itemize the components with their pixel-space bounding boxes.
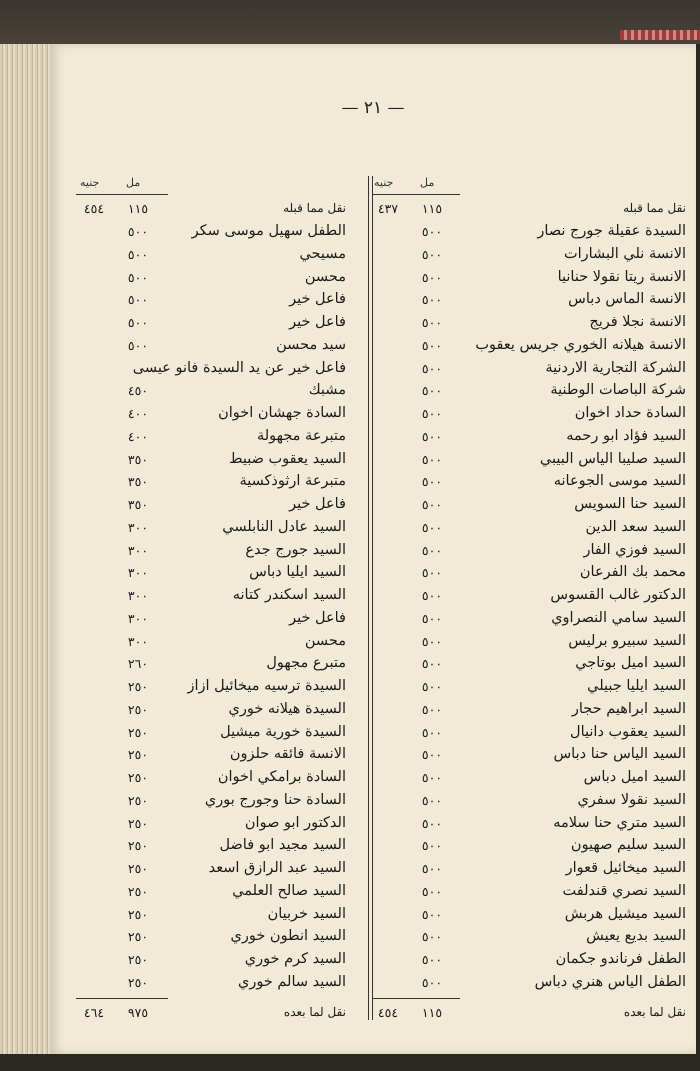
donation-mil: ٥٠٠ (421, 792, 443, 808)
list-item (72, 539, 352, 562)
carried-in-row (72, 197, 352, 220)
donation-mil: ٢٥٠ (127, 770, 149, 785)
donor-name: السيد متري حنا سلامه (553, 814, 686, 831)
list-item (72, 812, 352, 835)
donation-mil: ٥٠٠ (421, 292, 443, 308)
donor-name: السيد انطون خوري (230, 928, 346, 945)
donor-name: السيدة عقيلة جورج نصار (537, 223, 686, 239)
donor-name: السيد سامي النصراوي (551, 609, 686, 626)
header-mil: مل (420, 176, 435, 189)
donation-mil: ٥٠٠ (421, 315, 443, 330)
donor-name: محسن (304, 632, 346, 649)
list-item (366, 857, 696, 880)
donor-name: سيد محسن (276, 336, 346, 353)
donor-name: السيد يعقوب دانيال (570, 723, 686, 740)
donation-mil: ٥٠٠ (421, 360, 443, 376)
donation-mil: ٢٥٠ (127, 883, 149, 899)
donor-name: السيد اسكندر كتانه (232, 587, 346, 603)
list-item (366, 812, 696, 835)
donor-name: الدكتور ابو صوان (244, 814, 346, 831)
donation-mil: ٥٠٠ (421, 815, 443, 831)
list-item (72, 448, 352, 471)
donor-name: السيد يعقوب ضبيط (229, 450, 346, 467)
list-item (72, 357, 352, 380)
list-item (366, 243, 696, 266)
list-item (366, 357, 696, 380)
list-item (366, 789, 696, 812)
list-item (72, 334, 352, 357)
donor-name: محسن (304, 268, 346, 285)
donation-mil: ٢٥٠ (127, 974, 149, 990)
list-item (366, 948, 696, 971)
list-item (366, 834, 696, 857)
list-item (366, 402, 696, 425)
list-item (366, 630, 696, 653)
donor-name: السيد صليبا الياس البيبي (539, 450, 686, 467)
donation-mil: ٣٥٠ (127, 451, 149, 467)
donor-name: شركة الباصات الوطنية (550, 382, 686, 399)
donation-mil: ٥٠٠ (421, 952, 443, 967)
donation-mil: ٣٠٠ (127, 610, 149, 626)
donor-name: الانسة ريتا نقولا حنانيا (557, 268, 686, 285)
list-item (366, 311, 696, 334)
list-item (72, 220, 352, 243)
donation-mil: ٥٠٠ (421, 838, 443, 854)
donor-name: السيد نقولا سفري (577, 791, 686, 808)
donation-mil: ٥٠٠ (127, 315, 149, 330)
donation-mil: ٥٠٠ (421, 428, 443, 444)
list-item (366, 379, 696, 402)
donation-mil: ٢٥٠ (127, 861, 149, 876)
donation-mil: ٢٥٠ (127, 701, 149, 717)
donation-mil: ٢٥٠ (127, 906, 149, 922)
donor-name: السيد سالم خوري (237, 973, 346, 990)
carried-out-mil: ١١٥ (421, 1005, 443, 1020)
donor-name: السيد بديع يعيش (586, 928, 686, 945)
donor-name: الطفل سهيل موسى سكر (191, 223, 346, 239)
list-item (72, 266, 352, 289)
carried-out-label: نقل لما بعده (623, 1005, 686, 1019)
donor-name: السيد سبيرو برليس (568, 632, 686, 649)
list-item (366, 675, 696, 698)
list-item (366, 334, 696, 357)
carried-in-junayh: ٤٣٧ (377, 201, 399, 216)
list-item (366, 288, 696, 311)
donor-name: السيد موسى الجوعانه (553, 473, 686, 490)
donation-mil: ٢٥٠ (127, 724, 149, 740)
list-item (366, 448, 696, 471)
donation-mil: ٥٠٠ (421, 451, 443, 467)
carried-out-row (72, 1001, 352, 1024)
donor-name: السيد مجيد ابو فاضل (219, 837, 346, 854)
donation-mil: ٥٠٠ (127, 269, 149, 285)
list-item (72, 721, 352, 744)
list-item (366, 743, 696, 766)
donor-name: الانسة فائقه حلزون (229, 746, 346, 763)
donation-mil: ٥٠٠ (421, 974, 443, 990)
list-item (72, 607, 352, 630)
donation-mil: ٥٠٠ (421, 883, 443, 899)
list-item (366, 561, 696, 584)
donor-name: السيدة خورية ميشيل (220, 723, 346, 740)
donor-name: السيد نصري قندلفت (562, 882, 686, 899)
list-item (366, 493, 696, 516)
donor-name: السادة برامكي اخوان (217, 769, 346, 785)
donor-name: السيد ايليا جبيلي (587, 678, 686, 694)
donor-name: السيد خربيان (267, 905, 346, 922)
list-item (72, 675, 352, 698)
donor-name: فاعل خير (289, 496, 346, 512)
donation-mil: ٢٥٠ (127, 952, 149, 967)
top-strip (0, 0, 700, 44)
donor-name: مشبك (308, 382, 346, 399)
donor-name: السيد حنا السويس (574, 496, 686, 512)
donor-name: السيد ايليا دباس (249, 564, 346, 581)
list-item (72, 789, 352, 812)
list-item (72, 288, 352, 311)
donation-mil: ٢٥٠ (127, 929, 149, 945)
list-item (366, 539, 696, 562)
donation-mil: ٥٠٠ (421, 269, 443, 285)
donor-name: الدكتور غالب القسوس (550, 587, 686, 603)
ribbon-mark (620, 30, 700, 40)
donation-mil: ٢٥٠ (127, 747, 149, 763)
carried-in-label: نقل مما قبله (623, 201, 686, 215)
list-item (366, 766, 696, 789)
donation-mil: ٥٠٠ (127, 292, 149, 308)
list-item (72, 743, 352, 766)
donation-mil: ٥٠٠ (421, 565, 443, 581)
list-item (72, 698, 352, 721)
donation-mil: ٥٠٠ (421, 383, 443, 399)
list-item (72, 379, 352, 402)
donation-mil: ٥٠٠ (421, 861, 443, 876)
carried-out-mil: ٩٧٥ (127, 1005, 149, 1020)
list-item (72, 311, 352, 334)
donation-mil: ٥٠٠ (421, 519, 443, 535)
donor-name: السيد الياس حنا دباس (553, 746, 686, 763)
carried-out-junayh: ٤٦٤ (83, 1005, 105, 1020)
list-item (72, 925, 352, 948)
donation-mil: ٤٠٠ (127, 428, 149, 444)
right-column (366, 44, 696, 1054)
list-item (72, 243, 352, 266)
list-item (72, 857, 352, 880)
list-item (72, 584, 352, 607)
donation-mil: ٥٠٠ (127, 337, 149, 353)
list-item (72, 971, 352, 994)
donor-name: السادة حداد اخوان (574, 405, 686, 421)
donor-name: السيد عبد الرازق اسعد (208, 860, 346, 876)
donation-mil: ٥٠٠ (421, 770, 443, 785)
donation-mil: ٥٠٠ (421, 679, 443, 694)
header-rule (372, 194, 460, 195)
carried-out-label: نقل لما بعده (283, 1005, 346, 1019)
donor-name: متبرعة مجهولة (256, 427, 346, 444)
donation-mil: ٣٥٠ (127, 474, 149, 490)
donation-mil: ٤٠٠ (127, 406, 149, 421)
donor-name: مسيحي (299, 245, 346, 262)
donor-name: فاعل خير (289, 609, 346, 626)
donation-mil: ٣٠٠ (127, 519, 149, 535)
donor-name: الانسة هيلانه الخوري جريس يعقوب (475, 336, 686, 353)
donor-name: محمد بك الفرعان (579, 564, 686, 581)
donor-name: فاعل خير (289, 314, 346, 330)
donation-mil: ٢٥٠ (127, 792, 149, 808)
donor-name: السيد سليم صهيون (570, 837, 686, 854)
list-item (366, 266, 696, 289)
list-item (366, 903, 696, 926)
donation-mil: ٢٥٠ (127, 838, 149, 854)
donation-mil: ٥٠٠ (421, 542, 443, 558)
list-item (366, 925, 696, 948)
donation-mil: ٥٠٠ (127, 246, 149, 262)
donor-name: الطفل فرناندو جكمان (555, 951, 686, 967)
donor-name: السيد اميل بوتاجي (575, 655, 686, 672)
donation-mil: ٣٠٠ (127, 542, 149, 558)
donation-mil: ٥٠٠ (421, 906, 443, 922)
list-item (72, 766, 352, 789)
donor-name: السيد فوزي الفار (583, 541, 686, 558)
list-item (72, 948, 352, 971)
carried-out-junayh: ٤٥٤ (377, 1005, 399, 1020)
donor-name: السيد عادل النابلسي (222, 518, 346, 535)
total-rule (76, 998, 168, 999)
donation-mil: ٢٦٠ (127, 656, 149, 672)
donation-mil: ٣٠٠ (127, 565, 149, 581)
donor-name: الانسة نلي البشارات (563, 245, 686, 262)
list-item (366, 607, 696, 630)
donor-name: السيد سعد الدين (585, 518, 686, 535)
donation-mil: ٣٠٠ (127, 633, 149, 649)
list-item (366, 971, 696, 994)
list-item (366, 425, 696, 448)
header-mil: مل (126, 176, 141, 189)
left-column (72, 44, 352, 1054)
donation-mil: ٥٠٠ (421, 406, 443, 421)
donation-mil: ٥٠٠ (421, 633, 443, 649)
list-item (72, 470, 352, 493)
donor-name: السيد ابراهيم حجار (571, 700, 686, 717)
book-page (50, 44, 696, 1054)
donation-mil: ٤٥٠ (127, 383, 149, 399)
donor-name: السيد صالح العلمي (232, 882, 346, 899)
donation-mil: ٥٠٠ (421, 701, 443, 717)
total-rule (372, 998, 460, 999)
carried-in-label: نقل مما قبله (283, 201, 346, 215)
list-item (72, 630, 352, 653)
donor-name: فاعل خير (289, 291, 346, 308)
donor-name: السيد جورج جدع (245, 541, 346, 558)
list-item (72, 652, 352, 675)
list-item (72, 516, 352, 539)
donation-mil: ٥٠٠ (421, 246, 443, 262)
list-item (366, 880, 696, 903)
list-item (366, 220, 696, 243)
header-junayh: جنيه (80, 176, 100, 189)
list-item (72, 561, 352, 584)
list-item (72, 402, 352, 425)
carried-in-mil: ١١٥ (127, 201, 149, 216)
donor-name: السادة جهشان اخوان (218, 405, 346, 421)
donor-name: السيد فؤاد ابو رحمه (566, 427, 686, 444)
donation-mil: ٥٠٠ (421, 929, 443, 945)
list-item (366, 721, 696, 744)
donor-name: الانسة نجلا فريج (589, 314, 686, 330)
donation-mil: ٣٥٠ (127, 497, 149, 512)
donor-name: متبرعة ارثوذكسية (239, 473, 346, 490)
donor-name: السيد ميشيل هربش (564, 905, 686, 922)
donation-mil: ٥٠٠ (421, 588, 443, 603)
list-item (72, 903, 352, 926)
list-item (366, 470, 696, 493)
donation-mil: ٥٠٠ (421, 610, 443, 626)
header-rule (76, 194, 168, 195)
donor-name: الطفل الياس هنري دباس (534, 973, 686, 990)
donation-mil: ٥٠٠ (421, 337, 443, 353)
donor-name: السيدة ترسيه ميخائيل ازاز (187, 678, 346, 694)
donation-mil: ٥٠٠ (421, 747, 443, 763)
list-item (366, 584, 696, 607)
donor-name: السيد كرم خوري (244, 951, 346, 967)
donor-name: متبرع مجهول (266, 655, 346, 672)
donor-name: الشركة التجارية الاردنية (545, 359, 686, 376)
list-item (366, 698, 696, 721)
list-item (72, 493, 352, 516)
donation-mil: ٥٠٠ (421, 224, 443, 239)
header-junayh: جنيه (374, 176, 394, 189)
carried-out-row (366, 1001, 696, 1024)
donation-mil: ٢٥٠ (127, 815, 149, 831)
donor-name: الانسة الماس دباس (568, 291, 686, 308)
list-item (366, 652, 696, 675)
carried-in-junayh: ٤٥٤ (83, 201, 105, 216)
page-number: — ٢١ — (341, 98, 405, 118)
list-item (366, 516, 696, 539)
donation-mil: ٥٠٠ (421, 474, 443, 490)
donor-name: السيدة هيلانه خوري (228, 700, 346, 717)
donation-mil: ٥٠٠ (421, 724, 443, 740)
donor-name: السادة حنا وجورج بوري (204, 791, 346, 808)
donation-mil: ٥٠٠ (421, 497, 443, 512)
donor-name: فاعل خير عن يد السيدة فانو عيسى (132, 359, 346, 376)
donation-mil: ٥٠٠ (421, 656, 443, 672)
donation-mil: ٢٥٠ (127, 679, 149, 694)
list-item (72, 425, 352, 448)
carried-in-mil: ١١٥ (421, 201, 443, 216)
carried-in-row (366, 197, 696, 220)
donor-name: السيد ميخائيل قعوار (565, 860, 686, 876)
donation-mil: ٥٠٠ (127, 224, 149, 239)
donor-name: السيد اميل دباس (583, 769, 686, 785)
list-item (72, 834, 352, 857)
list-item (72, 880, 352, 903)
donation-mil: ٣٠٠ (127, 588, 149, 603)
